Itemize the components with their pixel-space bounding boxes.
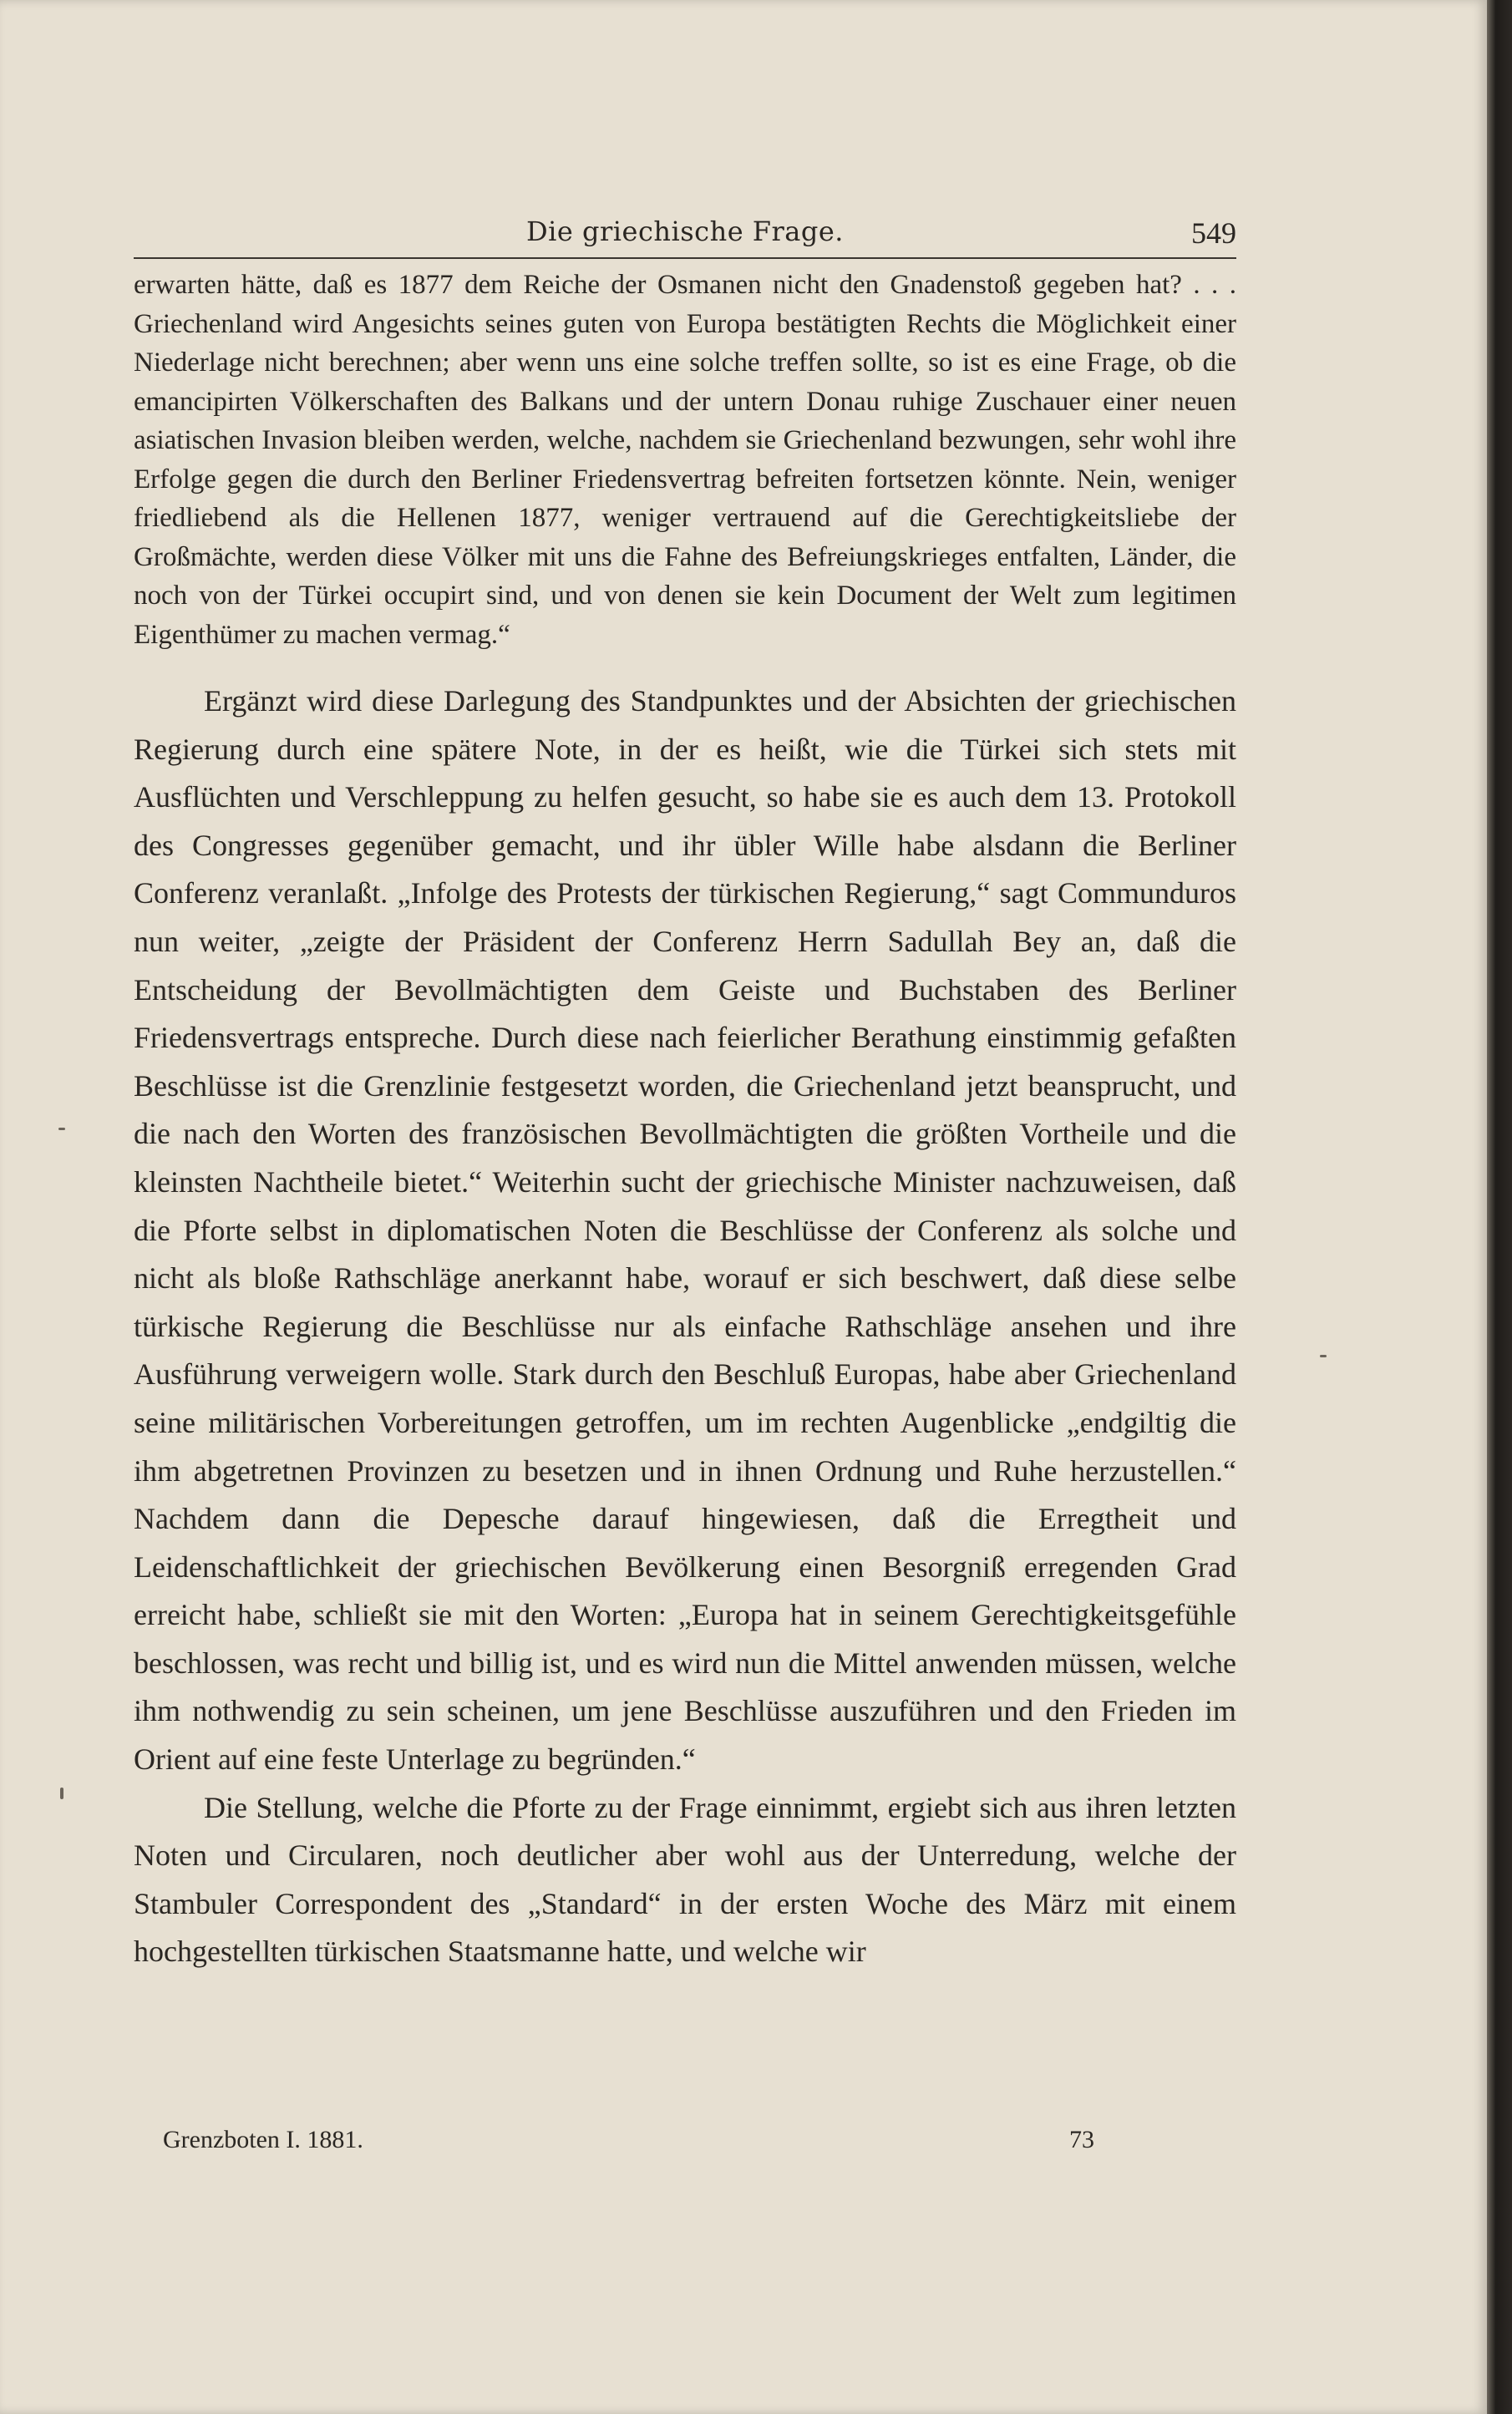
scan-page-edge <box>1487 0 1512 2414</box>
footer-signature: Grenzboten I. 1881. <box>163 2126 363 2153</box>
page-footer <box>134 2126 1236 2159</box>
paragraph-quote-continuation: erwarten hätte, daß es 1877 dem Reiche der Osmanen nicht den Gnadenstoß gegeben hat? . . . Griechenland wird Angesichts seines guten von Europa bestätigten Rechts die Möglichkeit einer Niederlage nicht berechnen; aber wenn uns eine solche treffen sollte, so ist es eine Frage, ob die emancipirten Völkerschaften des Balkans und der untern Donau ruhige Zuschauer einer neuen asiatischen Invasion bleiben werden, welche, nachdem sie Griechenland bezwungen, sehr wohl ihre Erfolge gegen die durch den Berliner Friedensvertrag befreiten fortsetzen könnte. Nein, weniger friedliebend als die Hellenen 1877, weniger vertrauend auf die Gerechtigkeitsliebe der Großmächte, werden diese Völker mit uns die Fahne des Befreiungskrieges entfalten, Länder, die noch von der Türkei occupirt sind, und von denen sie kein Document der Welt zum legitimen Eigenthümer zu machen vermag.“ <box>134 270 1236 650</box>
scan-speck <box>60 1788 63 1799</box>
page-number: 549 <box>1191 216 1236 250</box>
paragraph-main: Ergänzt wird diese Darlegung des Standpunktes und der Absichten der griechischen Regierung durch eine spätere Note, in der es heißt, wie die Türkei sich stets mit Ausflüchten und Verschleppung zu helfen gesucht, so habe sie es auch dem 13. Protokoll des Congresses gegenüber gemacht, und ihr übler Wille habe alsdann die Berliner Conferenz veranlaßt. „Infolge des Protests der türkischen Regierung,“ sagt Communduros nun weiter, „zeigte der Präsident der Conferenz Herrn Sadullah Bey an, daß die Entscheidung der Bevollmächtigten dem Geiste und Buchstaben des Berliner Friedensvertrags entspreche. Durch diese nach feierlicher Berathung einstimmig gefaßten Beschlüsse ist die Grenzlinie festgesetzt worden, die Griechenland jetzt beansprucht, und die nach den Worten des französischen Bevollmächtigten die größten Vortheile und die kleinsten Nachtheile bietet.“ Weiterhin sucht der griechische Minister nachzuweisen, daß die Pforte selbst in diplomatischen Noten die Beschlüsse der Conferenz als solche und nicht als bloße Rathschläge anerkannt habe, worauf er sich beschwert, daß diese selbe türkische Regierung die Beschlüsse nur als einfache Rathschläge ansehen und ihre Ausführung verweigern wolle. Stark durch den Beschluß Europas, habe aber Griechenland seine militärischen Vorbereitungen getroffen, um im rechten Augenblicke „endgiltig die ihm abgetretnen Provinzen zu besetzen und in ihnen Ordnung und Ruhe herzustellen.“ Nachdem dann die Depesche darauf hingewiesen, daß die Erregtheit und Leidenschaftlichkeit der griechischen Bevölkerung einen Besorgniß erregenden Grad erreicht habe, schließt sie mit den Worten: „Europa hat in seinem Gerechtigkeitsgefühle beschlossen, was recht und billig ist, und es wird nun die Mittel anwenden müssen, welche ihm nothwendig zu sein scheinen, um jene Beschlüsse auszuführen und den Frieden im Orient auf eine feste Unterlage zu begründen.“ <box>134 684 1236 1777</box>
paragraph-porte-position: Die Stellung, welche die Pforte zu der Frage einnimmt, ergiebt sich aus ihren letzten Noten und Circularen, noch deutlicher aber wohl aus der Unterredung, welche der Stambuler Correspondent des „Standard“ in der ersten Woche des März mit einem hochgestellten türkischen Staatsmanne hatte, und welche wir <box>134 1790 1236 1969</box>
footer-sheet-number: 73 <box>1069 2126 1094 2153</box>
scan-speck <box>58 1128 65 1130</box>
running-head: Die griechische Frage. <box>526 216 844 247</box>
page-header <box>134 216 1236 259</box>
body-text <box>134 266 1236 1976</box>
scan-speck <box>1320 1355 1327 1357</box>
